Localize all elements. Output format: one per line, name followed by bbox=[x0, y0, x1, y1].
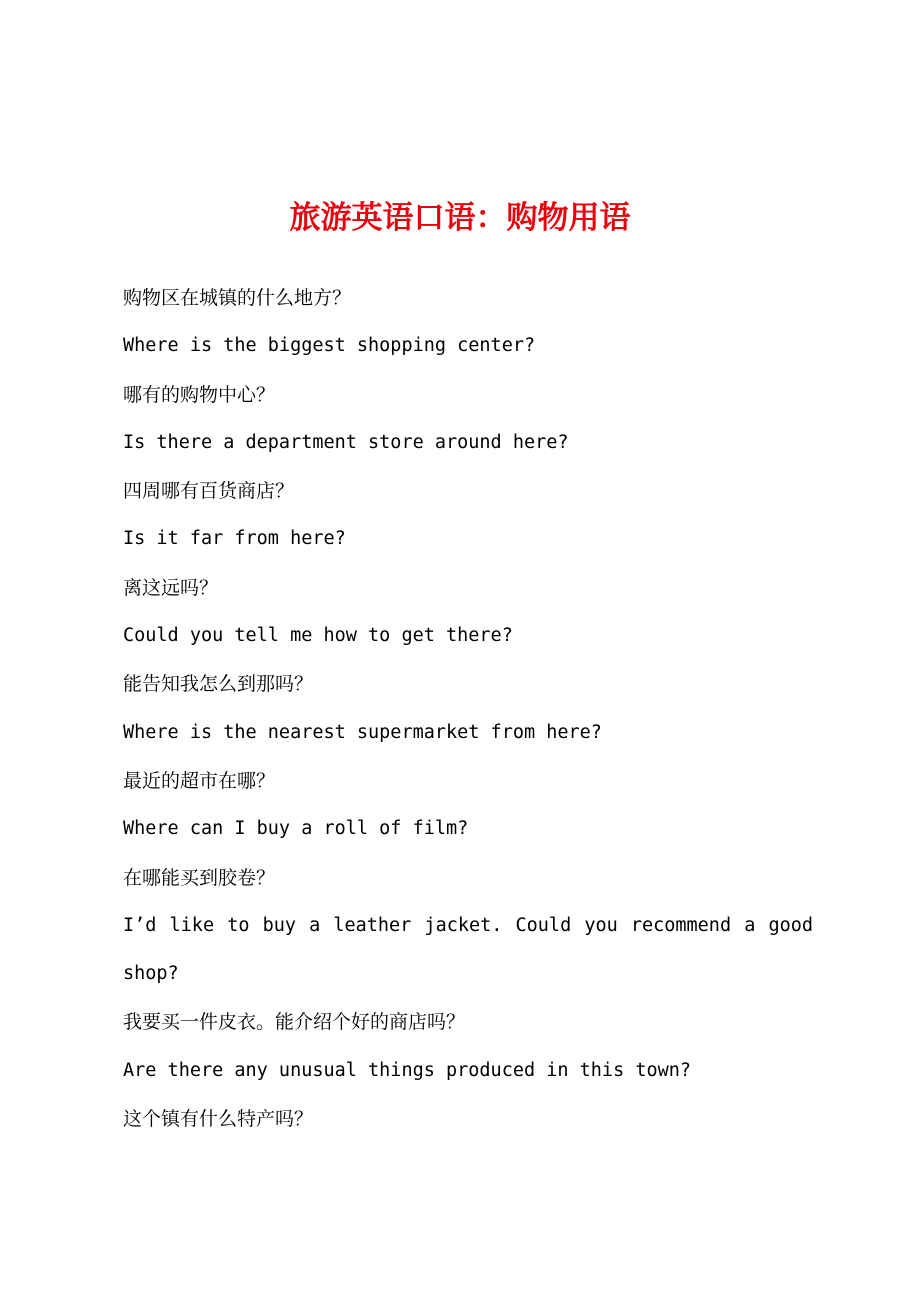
phrase-line-zh: 在哪能买到胶卷？ bbox=[123, 866, 276, 889]
phrase-line-en: Are there any unusual things produced in this town? bbox=[123, 1059, 692, 1081]
phrase-line-zh: 我要买一件皮衣。能介绍个好的商店吗？ bbox=[123, 1011, 466, 1034]
phrase-line-en: I’d like to buy a leather jacket. Could you recommend a good shop? bbox=[123, 914, 813, 985]
phrase-line-en: Is there a department store around here? bbox=[123, 431, 569, 453]
phrase-list bbox=[123, 274, 813, 1143]
phrase-line-zh: 能告知我怎么到那吗？ bbox=[123, 673, 314, 696]
phrase-line-zh: 离这远吗？ bbox=[123, 576, 219, 599]
phrase-line-zh: 这个镇有什么特产吗？ bbox=[123, 1108, 314, 1131]
phrase-line-en: Where is the biggest shopping center? bbox=[123, 335, 536, 357]
phrase-line-zh: 四周哪有百货商店？ bbox=[123, 480, 295, 503]
phrase-line-en: Where is the nearest supermarket from here? bbox=[123, 721, 602, 743]
phrase-line-zh: 哪有的购物中心？ bbox=[123, 383, 276, 406]
phrase-line-en: Is it far from here? bbox=[123, 528, 346, 550]
phrase-line-zh: 购物区在城镇的什么地方？ bbox=[123, 287, 352, 309]
phrase-line-zh: 最近的超市在哪？ bbox=[123, 769, 276, 792]
phrase-line-en: Could you tell me how to get there? bbox=[123, 625, 513, 647]
page-title: 旅游英语口语：购物用语 bbox=[289, 200, 631, 236]
phrase-line-en: Where can I buy a roll of film? bbox=[123, 818, 469, 840]
